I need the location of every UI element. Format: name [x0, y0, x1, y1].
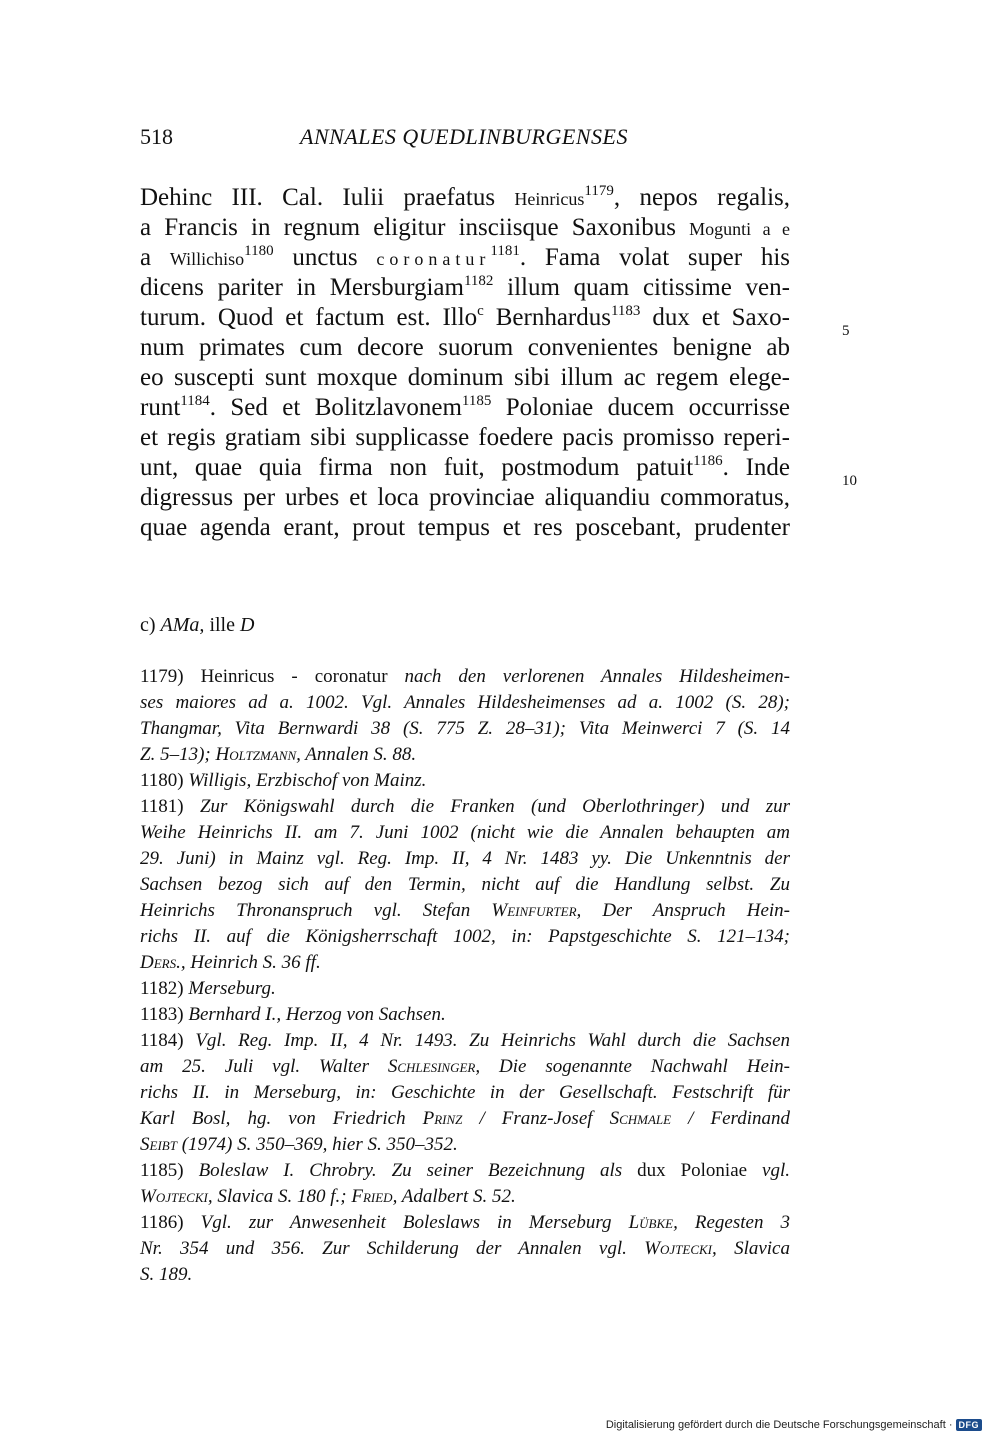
footnote-line: S. 189. — [140, 1264, 193, 1285]
footnote-1184: 1184) Vgl. Reg. Imp. II, 4 Nr. 1493. Zu Heinrichs Wahl durch die Sachsen — [140, 1030, 791, 1051]
footnote-line: Ders., Heinrich S. 36 ff. — [140, 952, 321, 973]
main-text — [140, 183, 790, 543]
footnote-line: Seibt (1974) S. 350–369, hier S. 350–352. — [140, 1134, 458, 1155]
text-line: et regis gratiam sibi supplicasse foedere pacis promisso reperi- — [140, 424, 790, 451]
text-line: num primates cum decore suorum convenientes benigne ab — [140, 334, 790, 361]
dfg-logo: DFG — [956, 1419, 983, 1431]
footnote-line: Z. 5–13); Holtzmann, Annalen S. 88. — [140, 744, 417, 765]
footnote-ref: 1182 — [463, 273, 494, 289]
footnote-ref: 1179 — [584, 183, 614, 199]
footnote-line: Weihe Heinrichs II. am 7. Juni 1002 (nicht wie die Annalen behaupten am — [140, 822, 790, 843]
footnote-1179: 1179) Heinricus - coronatur nach den verlorenen Annales Hildesheimen- — [140, 666, 790, 687]
footnote-line: am 25. Juli vgl. Walter Schlesinger, Die sogenannte Nachwahl Hein- — [140, 1056, 790, 1077]
footnote-ref: 1183 — [610, 303, 641, 319]
footnote-1180: 1180) Willigis, Erzbischof von Mainz. — [140, 770, 427, 791]
footnote-line: Sachsen bezog sich auf den Termin, nicht auf die Handlung selbst. Zu — [140, 874, 790, 895]
footnotes — [140, 664, 790, 1288]
footnote-1186: 1186) Vgl. zur Anwesenheit Boleslaws in Merseburg Lübke, Regesten 3 — [140, 1212, 790, 1233]
running-title: ANNALES QUEDLINBURGENSES — [300, 124, 628, 149]
credit-text: Digitalisierung gefördert durch die Deutsche Forschungsgemeinschaft · — [605, 1419, 953, 1431]
footnote-line: Wojtecki, Slavica S. 180 f.; Fried, Adalbert S. 52. — [140, 1186, 516, 1207]
footnote-line: Nr. 354 und 356. Zur Schilderung der Annalen vgl. Wojtecki, Slavica — [140, 1238, 790, 1259]
footnote-line: Karl Bosl, hg. von Friedrich Prinz / Franz-Josef Schmale / Ferdinand — [140, 1108, 790, 1129]
footnote-1185: 1185) Boleslaw I. Chrobry. Zu seiner Bezeichnung als dux Poloniae vgl. — [140, 1160, 790, 1181]
critical-apparatus: c) AMa, ille D — [140, 614, 255, 636]
digitization-credit — [606, 1419, 982, 1431]
text-line: runt$^{1184}$. Sed et Bolitzlavonem$^{1185}$ Poloniae ducem occurrisse — [140, 393, 791, 421]
footnote-line: ses maiores ad a. 1002. Vgl. Annales Hildesheimenses ad a. 1002 (S. 28); — [140, 692, 790, 713]
text-line: eo suscepti sunt moxque dominum sibi illum ac regem elege- — [140, 364, 790, 391]
footnote-1181: 1181) Zur Königswahl durch die Franken (und Oberlothringer) und zur — [140, 796, 791, 817]
footnote-line: 29. Juni) in Mainz vgl. Reg. Imp. II, 4 Nr. 1483 yy. Die Unkenntnis der — [140, 848, 790, 869]
text-line: unt, quae quia firma non fuit, postmodum patuit$^{1186}$. Inde — [140, 453, 790, 481]
text-line: turum. Quod et factum est. Illo$^c$ Bernhardus$^{1183}$ dux et Saxo- — [140, 303, 790, 331]
footnote-ref: 1180 — [244, 243, 274, 259]
footnote-ref: 1185 — [461, 393, 492, 409]
footnote-ref: 1184 — [180, 393, 210, 409]
apparatus-ref: c — [477, 303, 484, 319]
footnote-1183: 1183) Bernhard I., Herzog von Sachsen. — [140, 1004, 446, 1025]
footnote-1182: 1182) Merseburg. — [140, 978, 276, 999]
footnote-line: Heinrichs Thronanspruch vgl. Stefan Weinfurter, Der Anspruch Hein- — [140, 900, 790, 921]
page-number: 518 — [140, 124, 173, 149]
line-number-10: 10 — [842, 473, 857, 489]
footnote-line: richs II. auf die Königsherrschaft 1002, in: Papstgeschichte S. 121–134; — [140, 926, 790, 947]
text-line: digressus per urbes et loca provinciae aliquandiu commoratus, — [140, 484, 790, 511]
text-line: dicens pariter in Mersburgiam$^{1182}$ illum quam citissime ven- — [140, 273, 790, 301]
line-number-5: 5 — [842, 323, 850, 339]
footnote-line: Thangmar, Vita Bernwardi 38 (S. 775 Z. 28–31); Vita Meinwerci 7 (S. 14 — [140, 718, 790, 739]
text-line: quae agenda erant, prout tempus et res poscebant, prudenter — [140, 514, 790, 541]
footnote-ref: 1181 — [490, 243, 520, 259]
footnote-line: richs II. in Merseburg, in: Geschichte in der Gesellschaft. Festschrift für — [140, 1082, 790, 1103]
text-line: a Willichiso$^{1180}$ unctus coronatur$^{1181}$. Fama volat super his — [140, 243, 791, 271]
text-line: Dehinc III. Cal. Iulii praefatus Heinricus$^{1179}$, nepos regalis, — [140, 183, 790, 211]
footnote-ref: 1186 — [693, 453, 723, 469]
page-header — [140, 124, 800, 154]
text-line: a Francis in regnum eligitur insciisque Saxonibus Mogunti a e — [140, 214, 790, 241]
